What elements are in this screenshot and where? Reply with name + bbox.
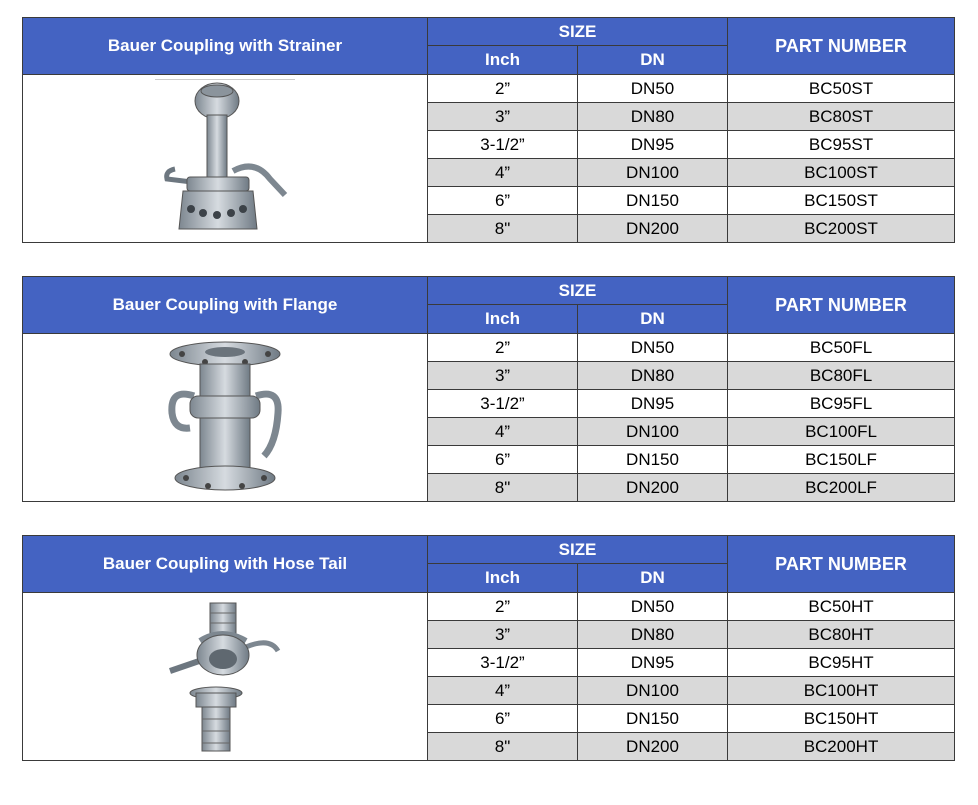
part-number-header: PART NUMBER <box>728 18 955 75</box>
table-row <box>23 593 955 621</box>
cell-dn: DN80 <box>578 621 728 649</box>
cell-dn: DN200 <box>578 474 728 502</box>
inch-header: Inch <box>428 46 578 75</box>
cell-dn: DN200 <box>578 215 728 243</box>
cell-inch: 8" <box>428 733 578 761</box>
cell-dn: DN95 <box>578 131 728 159</box>
inch-header: Inch <box>428 564 578 593</box>
cell-dn: DN50 <box>578 334 728 362</box>
cell-part-number: BC150ST <box>728 187 955 215</box>
size-header: SIZE <box>428 536 728 564</box>
bauer-coupling-flange-image <box>160 338 290 498</box>
cell-inch: 8" <box>428 215 578 243</box>
cell-part-number: BC95ST <box>728 131 955 159</box>
part-number-header: PART NUMBER <box>728 536 955 593</box>
cell-inch: 2” <box>428 334 578 362</box>
cell-dn: DN80 <box>578 362 728 390</box>
cell-dn: DN150 <box>578 705 728 733</box>
cell-part-number: BC200LF <box>728 474 955 502</box>
cell-inch: 2” <box>428 75 578 103</box>
table-row <box>23 334 955 362</box>
dn-header: DN <box>578 564 728 593</box>
cell-inch: 3-1/2” <box>428 131 578 159</box>
cell-part-number: BC50FL <box>728 334 955 362</box>
cell-part-number: BC50ST <box>728 75 955 103</box>
cell-part-number: BC50HT <box>728 593 955 621</box>
cell-inch: 3” <box>428 621 578 649</box>
product-image-cell <box>23 75 428 243</box>
cell-dn: DN200 <box>578 733 728 761</box>
cell-inch: 3” <box>428 362 578 390</box>
cell-inch: 4” <box>428 677 578 705</box>
cell-dn: DN100 <box>578 159 728 187</box>
dn-header: DN <box>578 46 728 75</box>
cell-dn: DN100 <box>578 677 728 705</box>
cell-inch: 3” <box>428 103 578 131</box>
cell-part-number: BC95HT <box>728 649 955 677</box>
cell-part-number: BC100HT <box>728 677 955 705</box>
cell-part-number: BC200ST <box>728 215 955 243</box>
inch-header: Inch <box>428 305 578 334</box>
cell-part-number: BC200HT <box>728 733 955 761</box>
cell-part-number: BC100FL <box>728 418 955 446</box>
cell-part-number: BC150LF <box>728 446 955 474</box>
table-title: Bauer Coupling with Strainer <box>23 18 428 75</box>
table-row <box>23 75 955 103</box>
cell-dn: DN50 <box>578 593 728 621</box>
product-table-hose-tail <box>22 535 955 761</box>
product-table-flange <box>22 276 955 502</box>
product-image-cell <box>23 334 428 502</box>
cell-part-number: BC95FL <box>728 390 955 418</box>
product-image-cell <box>23 593 428 761</box>
cell-part-number: BC100ST <box>728 159 955 187</box>
cell-part-number: BC80FL <box>728 362 955 390</box>
size-header: SIZE <box>428 277 728 305</box>
cell-part-number: BC80HT <box>728 621 955 649</box>
cell-inch: 6” <box>428 446 578 474</box>
cell-inch: 4” <box>428 159 578 187</box>
cell-inch: 4” <box>428 418 578 446</box>
cell-part-number: BC150HT <box>728 705 955 733</box>
cell-dn: DN80 <box>578 103 728 131</box>
size-header: SIZE <box>428 18 728 46</box>
cell-inch: 2” <box>428 593 578 621</box>
table-title: Bauer Coupling with Flange <box>23 277 428 334</box>
cell-part-number: BC80ST <box>728 103 955 131</box>
cell-dn: DN95 <box>578 390 728 418</box>
cell-inch: 3-1/2” <box>428 649 578 677</box>
part-number-header: PART NUMBER <box>728 277 955 334</box>
cell-dn: DN100 <box>578 418 728 446</box>
cell-inch: 6” <box>428 705 578 733</box>
table-title: Bauer Coupling with Hose Tail <box>23 536 428 593</box>
cell-inch: 6” <box>428 187 578 215</box>
product-table-strainer <box>22 17 955 243</box>
bauer-coupling-hose-tail-image <box>150 597 300 757</box>
cell-dn: DN150 <box>578 446 728 474</box>
cell-inch: 8" <box>428 474 578 502</box>
cell-inch: 3-1/2” <box>428 390 578 418</box>
dn-header: DN <box>578 305 728 334</box>
cell-dn: DN50 <box>578 75 728 103</box>
cell-dn: DN150 <box>578 187 728 215</box>
cell-dn: DN95 <box>578 649 728 677</box>
bauer-coupling-strainer-image <box>145 79 305 239</box>
